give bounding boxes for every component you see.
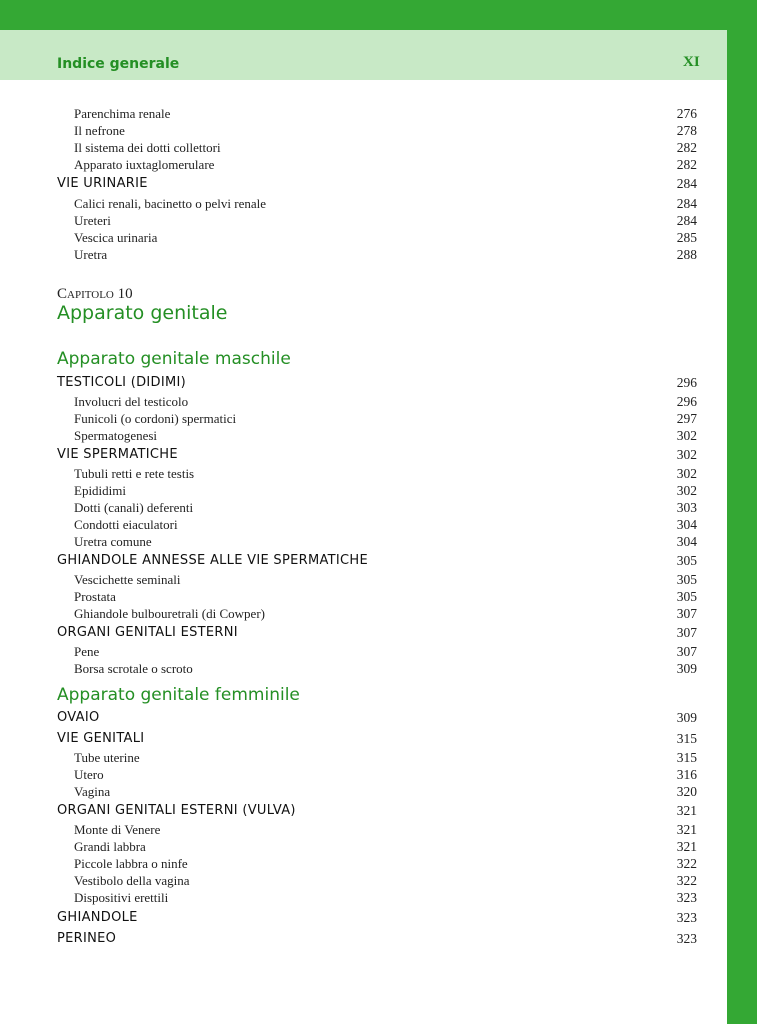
toc-section-label: GHIANDOLE (57, 910, 138, 925)
toc-entry-label: Il nefrone (74, 123, 125, 138)
toc-entry-label: Condotti eiaculatori (74, 517, 178, 532)
toc-entry-page: 284 (676, 196, 697, 211)
toc-entry-page: 285 (676, 230, 697, 245)
toc-entry-label: Ghiandole bulbouretrali (di Cowper) (74, 606, 265, 621)
part-title-male[interactable]: Apparato genitale maschile (57, 349, 291, 369)
toc-section-page: 302 (676, 447, 697, 462)
toc-entry-label: Tubuli retti e rete testis (74, 466, 195, 481)
toc-entry-label: Spermatogenesi (74, 428, 158, 443)
toc-section-label: OVAIO (57, 710, 100, 725)
toc-entry-page: 302 (676, 428, 697, 443)
toc-section-page: 296 (676, 375, 697, 390)
toc-entry-page: 315 (676, 750, 697, 765)
toc-entry-page: 305 (676, 589, 697, 604)
toc-entry-page: 304 (676, 517, 697, 532)
toc-entry-label: Utero (74, 767, 104, 782)
toc-entry-label: Uretra (74, 247, 108, 262)
toc-entry-page: 320 (676, 784, 697, 799)
toc-entry-page: 321 (676, 839, 697, 854)
toc-entry-label: Vagina (74, 784, 111, 799)
toc-entry-label: Prostata (74, 589, 116, 604)
toc-entry-label: Piccole labbra o ninfe (74, 856, 188, 871)
toc-entry-page: 288 (676, 247, 697, 262)
toc-entry-page: 321 (676, 822, 697, 837)
toc-entry-page: 316 (676, 767, 697, 782)
toc-entry-label: Pene (74, 644, 100, 659)
running-header (0, 30, 727, 80)
toc-entry-label: Funicoli (o cordoni) spermatici (74, 411, 237, 426)
toc-entry-page: 296 (676, 394, 697, 409)
toc-section-page: 323 (676, 910, 697, 925)
toc-entry-label: Vescichette seminali (74, 572, 181, 587)
toc-entry-label: Grandi labbra (74, 839, 146, 854)
toc-entry-page: 322 (676, 856, 697, 871)
toc-entry-label: Dispositivi erettili (74, 890, 169, 905)
running-header-page-number: XI (683, 54, 700, 70)
toc-section-label: ORGANI GENITALI ESTERNI (VULVA) (57, 803, 296, 818)
toc-entry-page: 309 (676, 661, 697, 676)
toc-entry-page: 282 (676, 140, 697, 155)
toc-section-label: VIE SPERMATICHE (57, 447, 178, 462)
toc-entry-page: 307 (676, 606, 697, 621)
toc-entry-label: Ureteri (74, 213, 111, 228)
toc-section-page: 305 (676, 553, 697, 568)
toc-entry-label: Dotti (canali) deferenti (74, 500, 194, 515)
toc-section-label: VIE GENITALI (57, 731, 145, 746)
side-color-bar (727, 30, 757, 1024)
chapter-title[interactable]: Apparato genitale (57, 302, 228, 324)
toc-entry-label: Vescica urinaria (74, 230, 158, 245)
toc-entry-page: 282 (676, 157, 697, 172)
toc-section-page: 284 (676, 176, 697, 191)
top-color-bar (0, 0, 757, 30)
toc-entry-page: 297 (676, 411, 697, 426)
toc-entry-page: 323 (676, 890, 697, 905)
toc-entry-page: 322 (676, 873, 697, 888)
running-header-title: Indice generale (57, 56, 180, 72)
toc-entry-label: Tube uterine (74, 750, 140, 765)
toc-section-label: TESTICOLI (DIDIMI) (57, 375, 186, 390)
toc-entry-page: 284 (676, 213, 697, 228)
toc-entry-label: Il sistema dei dotti collettori (74, 140, 221, 155)
toc-entry-page: 305 (676, 572, 697, 587)
toc-section-page: 307 (676, 625, 697, 640)
chapter-label: Capitolo 10 (57, 286, 133, 302)
toc-section-page: 323 (676, 931, 697, 946)
toc-entry-page: 307 (676, 644, 697, 659)
toc-section-page: 309 (676, 710, 697, 725)
toc-entry-page: 302 (676, 466, 697, 481)
toc-entry-label: Vestibolo della vagina (74, 873, 190, 888)
toc-entry-label: Borsa scrotale o scroto (74, 661, 193, 676)
toc-section-label: GHIANDOLE ANNESSE ALLE VIE SPERMATICHE (57, 553, 369, 568)
part-title-female[interactable]: Apparato genitale femminile (57, 685, 300, 705)
toc-entry-label: Parenchima renale (74, 106, 171, 121)
toc-entry-label: Epididimi (74, 483, 126, 498)
toc-entry-label: Involucri del testicolo (74, 394, 189, 409)
toc-entry-label: Uretra comune (74, 534, 152, 549)
toc-entry-page: 302 (676, 483, 697, 498)
toc-section-label: PERINEO (57, 931, 117, 946)
toc-entry-page: 304 (676, 534, 697, 549)
toc-section-page: 315 (676, 731, 697, 746)
toc-section-label: ORGANI GENITALI ESTERNI (57, 625, 238, 640)
toc-section-page: 321 (676, 803, 697, 818)
toc-entry-label: Calici renali, bacinetto o pelvi renale (74, 196, 267, 211)
toc-entry-page: 303 (676, 500, 697, 515)
toc-entry-page: 278 (676, 123, 697, 138)
toc-entry-label: Monte di Venere (74, 822, 161, 837)
toc-entry-label: Apparato iuxtaglomerulare (74, 157, 215, 172)
toc-entry-page: 276 (676, 106, 697, 121)
toc-section-label: VIE URINARIE (57, 176, 148, 191)
